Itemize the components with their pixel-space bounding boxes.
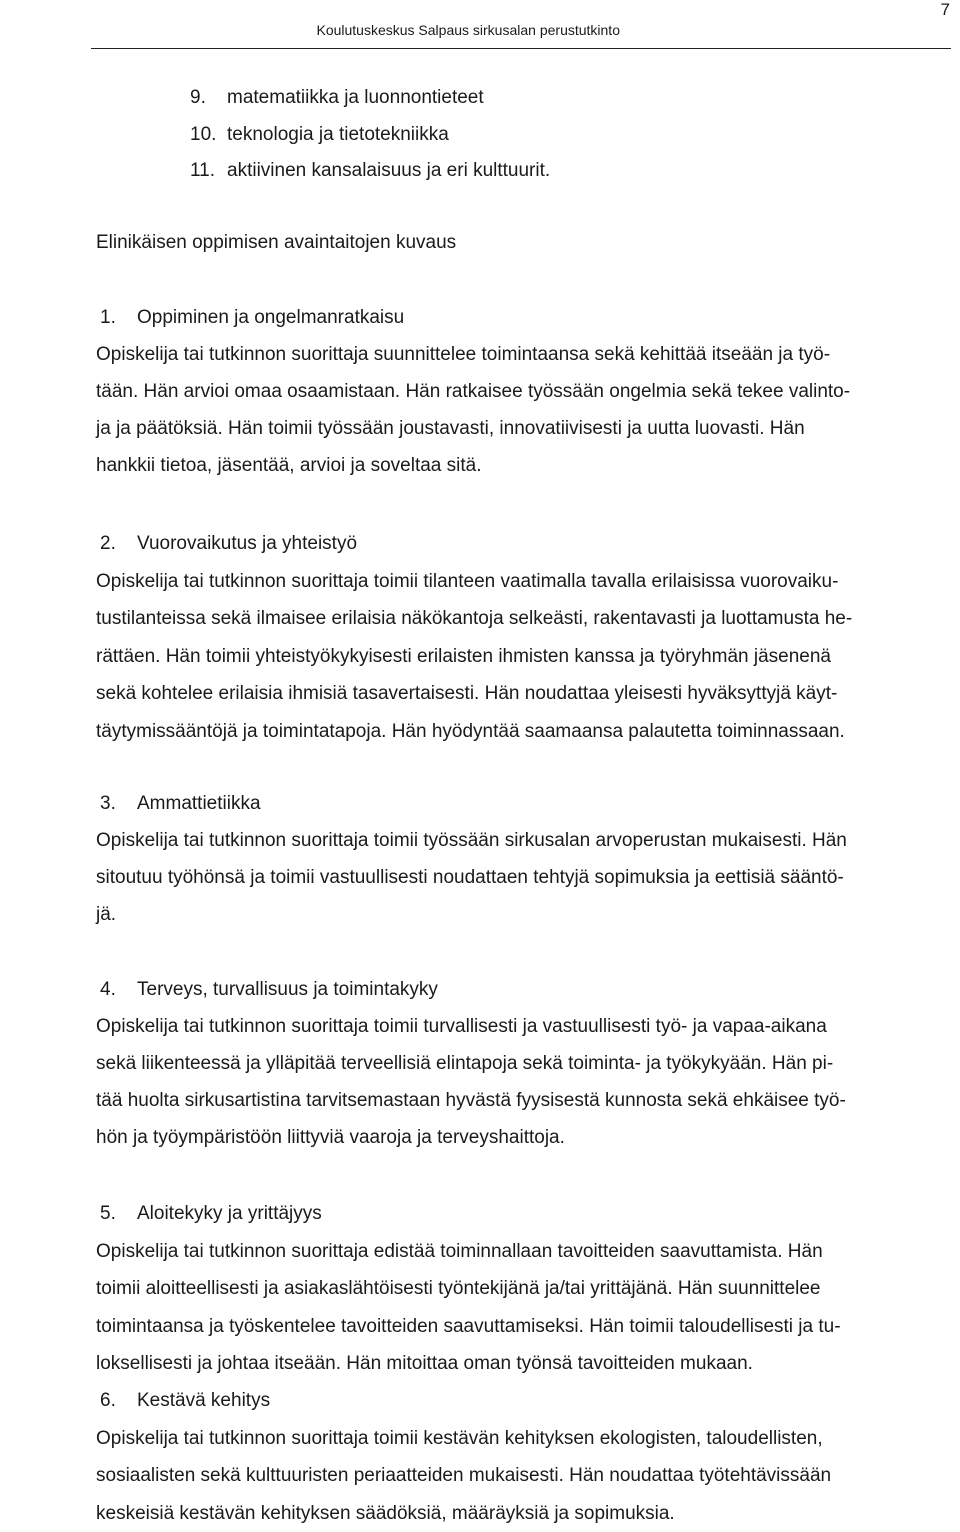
skill-description [96,1233,954,1383]
list-item [190,80,550,117]
skill-title-text: Oppiminen ja ongelmanratkaisu [137,307,404,328]
list-item-number: 10. [190,117,227,154]
skill-description [96,822,954,933]
description-line: Opiskelija tai tutkinnon suorittaja toimii turvallisesti ja vastuullisesti työ- ja vapaa-aikana [96,1008,954,1045]
skill-section-entrepreneurship [96,1195,954,1383]
description-line: sosiaalisten sekä kulttuuristen periaatteiden mukaisesti. Hän noudattaa työtehtävissään [96,1457,954,1495]
list-item-text: matematiikka ja luonnontieteet [227,87,484,108]
description-line: tää huolta sirkusartistina tarvitsemastaan hyvästä fyysisestä kunnosta sekä ehkäisee työ- [96,1082,954,1119]
skill-title-text: Terveys, turvallisuus ja toimintakyky [137,979,438,1000]
skill-title [96,971,954,1008]
description-line: hankkii tietoa, jäsentää, arvioi ja soveltaa sitä. [96,447,954,484]
skill-title [96,1195,954,1233]
list-item-number: 9. [190,80,227,117]
description-line: Opiskelija tai tutkinnon suorittaja edistää toiminnallaan tavoitteiden saavuttamista. Hän [96,1233,954,1271]
description-line: hön ja työympäristöön liittyviä vaaroja ja terveyshaittoja. [96,1119,954,1156]
description-line: loksellisesti ja johtaa itseään. Hän mitoittaa oman työnsä tavoitteiden mukaan. [96,1345,954,1383]
description-line: jä. [96,896,954,933]
running-header: Koulutuskeskus Salpaus sirkusalan perustutkinto [0,20,948,40]
description-line: sekä kohtelee erilaisia ihmisiä tasavertaisesti. Hän noudattaa yleisesti hyväksyttyjä käyt- [96,675,954,713]
list-item [190,117,550,154]
section-heading: Elinikäisen oppimisen avaintaitojen kuvaus [96,228,456,258]
description-line: toimintaansa ja työskentelee tavoitteiden saavuttamiseksi. Hän toimii taloudellisesti ja tu- [96,1308,954,1346]
skill-description [96,1420,954,1532]
skill-title-text: Aloitekyky ja yrittäjyys [137,1203,322,1224]
list-item-text: teknologia ja tietotekniikka [227,124,449,145]
skill-title [96,299,954,336]
skill-title-text: Kestävä kehitys [137,1390,270,1411]
description-line: Opiskelija tai tutkinnon suorittaja toimii kestävän kehityksen ekologisten, taloudellisten, [96,1420,954,1458]
header-rule [91,48,951,49]
description-line: ja ja päätöksiä. Hän toimii työssään joustavasti, innovatiivisesti ja uutta luovasti. Hän [96,410,954,447]
skill-number: 4. [100,971,137,1008]
description-line: täytymissääntöjä ja toimintatapoja. Hän hyödyntää saamaansa palautetta toiminnassaan. [96,713,954,751]
skill-title [96,525,954,563]
skill-title-text: Ammattietiikka [137,793,261,814]
page-number: 7 [941,0,950,20]
description-line: keskeisiä kestävän kehityksen säädöksiä, määräyksiä ja sopimuksia. [96,1495,954,1532]
skill-number: 2. [100,525,137,563]
skill-section-interaction [96,525,954,750]
skill-section-ethics [96,785,954,933]
description-line: tustilanteissa sekä ilmaisee erilaisia näkökantoja selkeästi, rakentavasti ja luottamusta he- [96,600,954,638]
skill-number: 3. [100,785,137,822]
skill-title [96,785,954,822]
description-line: tään. Hän arvioi omaa osaamistaan. Hän ratkaisee työssään ongelmia sekä tekee valinto- [96,373,954,410]
list-item-number: 11. [190,153,227,190]
description-line: sitoutuu työhönsä ja toimii vastuullisesti noudattaen tehtyjä sopimuksia ja eettisiä sääntö- [96,859,954,896]
skill-section-health-safety [96,971,954,1156]
description-line: rättäen. Hän toimii yhteistyökykyisesti erilaisten ihmisten kanssa ja työryhmän jäsenenä [96,638,954,676]
skill-description [96,336,954,484]
description-line: Opiskelija tai tutkinnon suorittaja toimii työssään sirkusalan arvoperustan mukaisesti. Hän [96,822,954,859]
description-line: Opiskelija tai tutkinnon suorittaja suunnittelee toimintaansa sekä kehittää itseään ja työ- [96,336,954,373]
skill-description [96,563,954,751]
description-line: Opiskelija tai tutkinnon suorittaja toimii tilanteen vaatimalla tavalla erilaisissa vuorovaiku- [96,563,954,601]
skill-section-sustainability [96,1382,954,1532]
skill-description [96,1008,954,1156]
subject-list [190,80,550,190]
list-item-text: aktiivinen kansalaisuus ja eri kulttuurit. [227,160,550,181]
skill-number: 1. [100,299,137,336]
skill-title-text: Vuorovaikutus ja yhteistyö [137,533,357,554]
skill-title [96,1382,954,1420]
description-line: toimii aloitteellisesti ja asiakaslähtöisesti työntekijänä ja/tai yrittäjänä. Hän suunnittelee [96,1270,954,1308]
skill-section-learning [96,299,954,484]
list-item [190,153,550,190]
skill-number: 5. [100,1195,137,1233]
skill-number: 6. [100,1382,137,1420]
description-line: sekä liikenteessä ja ylläpitää terveellisiä elintapoja sekä toiminta- ja työkykyään. Hän pi- [96,1045,954,1082]
